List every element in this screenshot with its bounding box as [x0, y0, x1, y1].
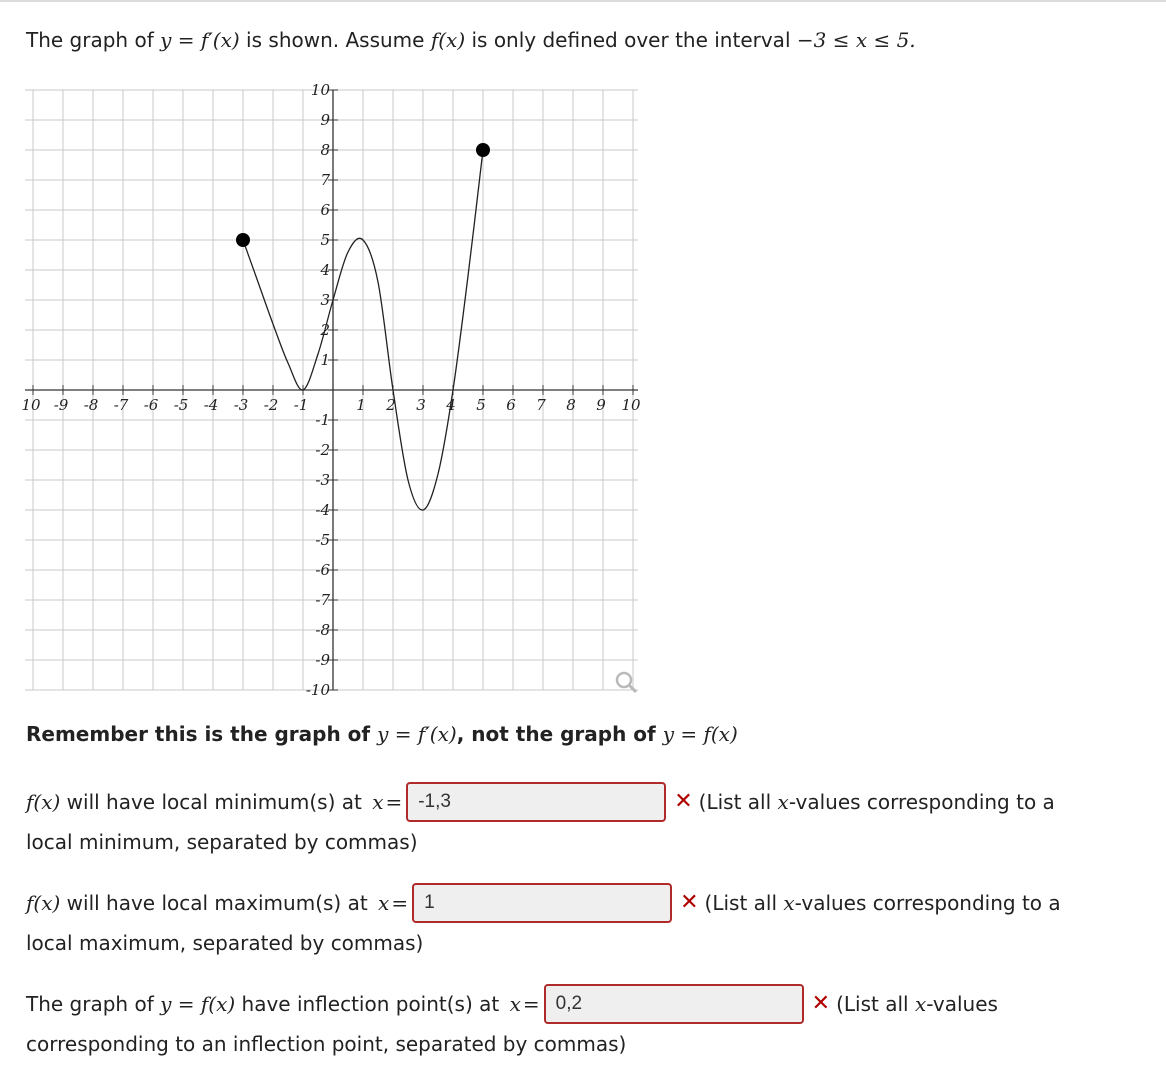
q3-text: have inflection point(s) at	[235, 992, 506, 1016]
incorrect-x-icon: ✕	[811, 991, 831, 1016]
question-local-minimum	[26, 782, 1146, 862]
x-tick-label: -6	[143, 396, 159, 414]
inflection-point-input[interactable]: 0,2	[544, 984, 804, 1024]
problem-statement	[26, 28, 916, 52]
reminder-prefix: Remember this is the graph of	[26, 722, 378, 746]
x-tick-label: -2	[263, 396, 279, 414]
x-tick-label: 10	[621, 396, 641, 414]
y-tick-label: -1	[315, 411, 330, 429]
x-tick-label: 7	[536, 396, 546, 414]
y-tick-label: -9	[315, 651, 330, 669]
x-tick-label: 8	[566, 396, 576, 414]
question-local-maximum	[26, 883, 1146, 963]
x-tick-label: 9	[596, 396, 606, 414]
q3-var: x	[509, 992, 521, 1016]
reminder-expr2: y = f(x)	[662, 722, 738, 746]
intro-interval: −3 ≤ x ≤ 5.	[796, 28, 916, 52]
intro-text-middle2: is only defined over the interval	[465, 28, 797, 52]
intro-f-expr: f(x)	[430, 28, 466, 52]
q3-f-expr: y = f(x)	[160, 992, 236, 1016]
y-tick-label: 5	[320, 231, 330, 249]
top-divider	[0, 0, 1166, 2]
q3-equals: =	[522, 992, 540, 1016]
y-tick-label: -4	[315, 501, 330, 519]
q2-note-prefix: (List all	[704, 891, 784, 915]
q1-note-prefix: (List all	[698, 790, 778, 814]
y-tick-label: 3	[320, 291, 330, 309]
q2-f-expr: f(x)	[26, 891, 61, 915]
incorrect-x-icon: ✕	[674, 789, 693, 814]
y-tick-label: 10	[310, 81, 330, 99]
y-tick-label: 9	[320, 111, 330, 129]
x-tick-label: -5	[173, 396, 189, 414]
x-tick-label: 4	[446, 396, 456, 414]
q2-text: will have local maximum(s) at	[60, 891, 375, 915]
q3-note-prefix: (List all	[836, 992, 915, 1016]
y-tick-label: -8	[315, 621, 330, 639]
q2-line2: local maximum, separated by commas)	[26, 931, 424, 955]
q1-f-expr: f(x)	[26, 790, 61, 814]
q2-note	[705, 883, 1061, 923]
y-tick-label: 8	[320, 141, 330, 159]
reminder-expr1: y = f′(x)	[377, 722, 457, 746]
q1-note-var: x	[777, 790, 789, 814]
x-tick-label: 10	[21, 396, 41, 414]
y-tick-label: 7	[320, 171, 330, 189]
q1-var: x	[372, 790, 384, 814]
local-maximum-input[interactable]: 1	[412, 883, 672, 923]
y-tick-label: -10	[305, 681, 330, 699]
intro-text-middle: is shown. Assume	[239, 28, 431, 52]
q2-equals: =	[391, 891, 409, 915]
y-tick-label: -3	[315, 471, 330, 489]
reminder-middle: , not the graph of	[456, 722, 663, 746]
q1-note	[699, 782, 1055, 822]
y-tick-label: 1	[320, 351, 330, 369]
y-tick-label: 4	[320, 261, 330, 279]
intro-text: The graph of	[26, 28, 161, 52]
y-tick-label: -7	[315, 591, 330, 609]
x-tick-label: -7	[113, 396, 129, 414]
y-tick-label: -6	[315, 561, 330, 579]
y-tick-label: 2	[320, 321, 330, 339]
y-tick-label: -5	[315, 531, 330, 549]
endpoint-dot	[476, 143, 490, 157]
x-tick-label: -8	[83, 396, 99, 414]
x-tick-label: 6	[506, 396, 516, 414]
q3-prefix: The graph of	[26, 992, 161, 1016]
x-tick-label: 1	[356, 396, 366, 414]
y-tick-label: -2	[315, 441, 330, 459]
local-minimum-input[interactable]: -1,3	[406, 782, 666, 822]
derivative-graph	[0, 70, 660, 710]
x-tick-label: 3	[416, 396, 426, 414]
q3-note	[836, 984, 998, 1024]
incorrect-x-icon: ✕	[680, 890, 699, 915]
question-inflection-point	[26, 984, 1146, 1064]
x-tick-label: -9	[53, 396, 69, 414]
q1-note-suffix: -values corresponding to a	[788, 790, 1055, 814]
q3-note-suffix: -values	[926, 992, 998, 1016]
x-tick-label: 2	[386, 396, 396, 414]
q3-note-var: x	[914, 992, 927, 1016]
q1-line2: local minimum, separated by commas)	[26, 830, 418, 854]
x-tick-label: 5	[476, 396, 486, 414]
q1-equals: =	[385, 790, 403, 814]
x-tick-label: -3	[233, 396, 249, 414]
q2-note-var: x	[783, 891, 795, 915]
q1-text: will have local minimum(s) at	[60, 790, 369, 814]
y-tick-label: 6	[320, 201, 330, 219]
intro-fprime-expr: y = f′(x)	[160, 28, 240, 52]
reminder-text	[26, 722, 738, 746]
x-tick-label: -4	[203, 396, 219, 414]
q2-note-suffix: -values corresponding to a	[794, 891, 1061, 915]
q2-var: x	[378, 891, 390, 915]
q3-line2: corresponding to an inflection point, separated by commas)	[26, 1032, 627, 1056]
x-tick-label: -1	[293, 396, 309, 414]
endpoint-dot	[236, 233, 250, 247]
